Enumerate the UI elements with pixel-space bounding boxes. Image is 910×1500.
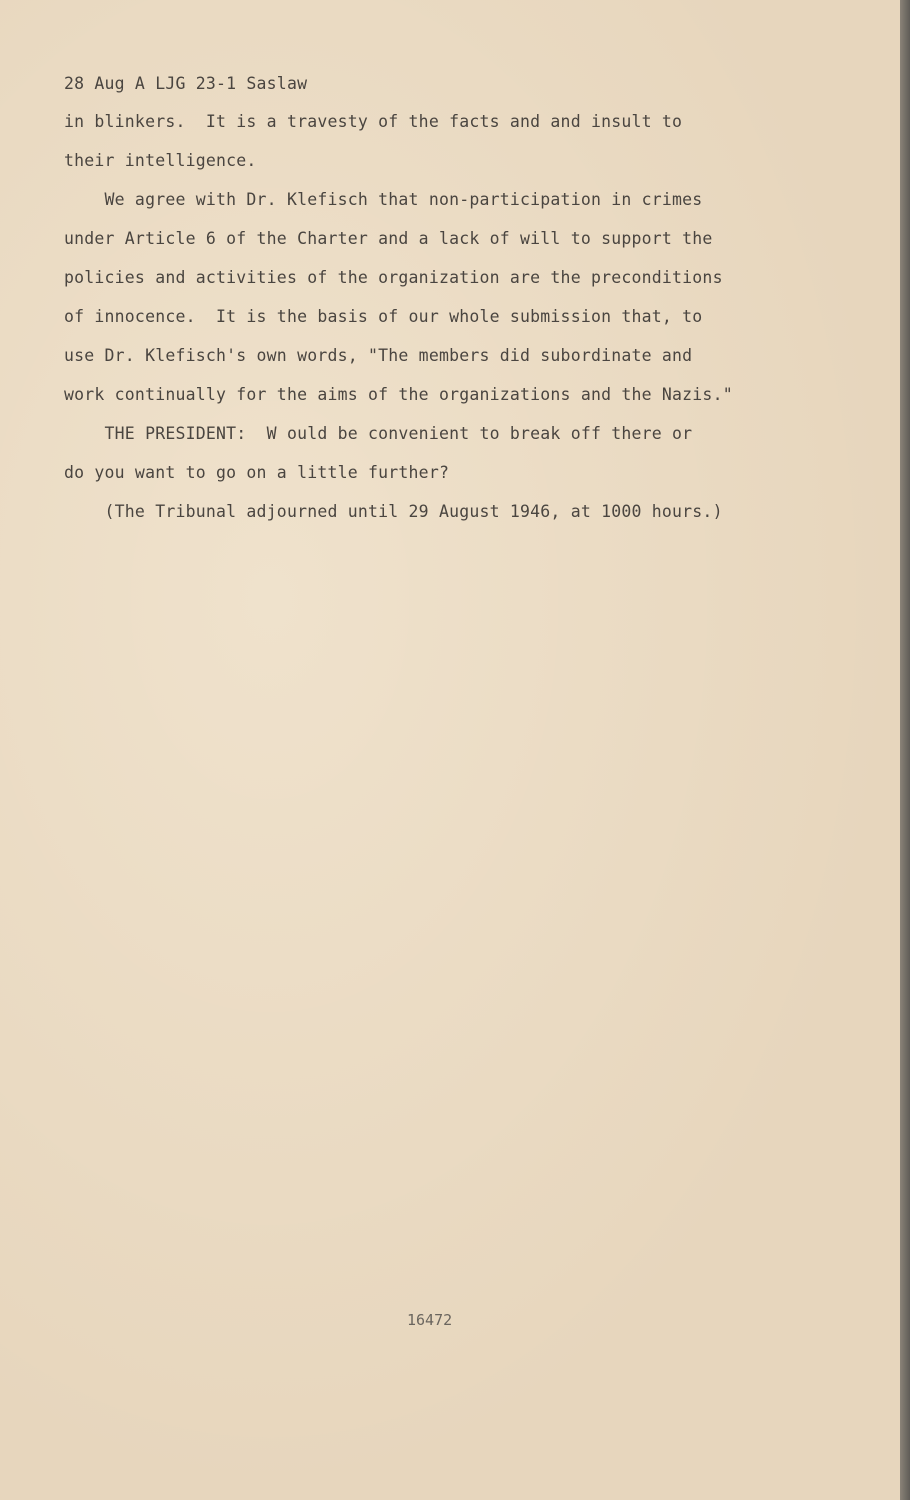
page-edge bbox=[900, 0, 910, 1500]
text-line: under Article 6 of the Charter and a lack of will to support the bbox=[64, 229, 713, 248]
text-line: We agree with Dr. Klefisch that non-participation in crimes bbox=[64, 190, 703, 209]
text-line: their intelligence. bbox=[64, 151, 257, 170]
text-line: THE PRESIDENT: W ould be convenient to break off there or bbox=[64, 424, 693, 443]
text-line: do you want to go on a little further? bbox=[64, 463, 450, 482]
text-line: use Dr. Klefisch's own words, "The members did subordinate and bbox=[64, 346, 693, 365]
document-header: 28 Aug A LJG 23-1 Saslaw bbox=[64, 74, 308, 93]
text-line: (The Tribunal adjourned until 29 August 1946, at 1000 hours.) bbox=[64, 502, 723, 521]
text-line: of innocence. It is the basis of our whole submission that, to bbox=[64, 307, 703, 326]
page-number: 16472 bbox=[407, 1311, 453, 1329]
text-line: policies and activities of the organization are the preconditions bbox=[64, 268, 723, 287]
text-line: work continually for the aims of the organizations and the Nazis." bbox=[64, 385, 733, 404]
text-line: in blinkers. It is a travesty of the facts and and insult to bbox=[64, 112, 683, 131]
